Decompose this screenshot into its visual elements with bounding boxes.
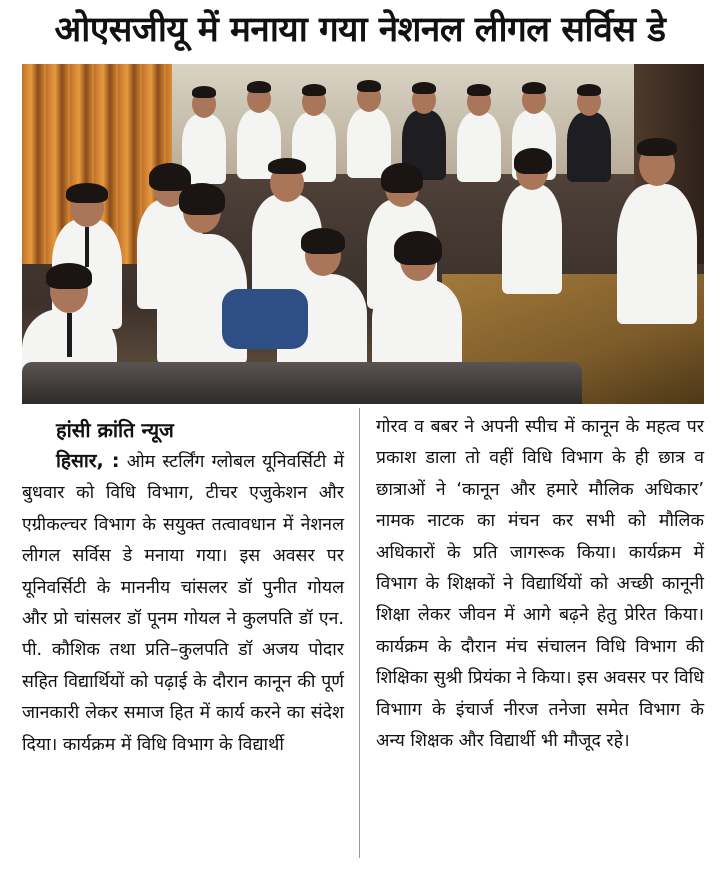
photo-bench [22,362,582,404]
article-body-left [22,446,344,761]
event-photo [22,64,704,404]
column-divider [359,408,360,858]
article-text-left: ओम स्टर्लिंग ग्लोबल यूनिवर्सिटी में बुधवार को विधि विभाग, टीचर एजुकेशन और एग्रीकल्चर विभाग के सयुक्त तत्वावधान में नेशनल लीगल सर्विस डे मनाया गया। इस अवसर पर यूनिवर्सिटी के माननीय चांसलर डॉ पुनीत गोयल और प्रो चांसलर डॉ पूनम गोयल ने कुलपति डॉ एन. पी. कौशिक तथा प्रति–कुलपति डॉ अजय पोदार सहित विद्यार्थियों को पढ़ाई के दौरान कानून की पूर्ण जानकारी लेकर समाज हित में कार्य करने का संदेश दिया। कार्यक्रम में विधि विभाग के विद्यार्थी [22,452,344,755]
dateline: हिसार, : [56,450,120,472]
headline: ओएसजीयू में मनाया गया नेशनल लीगल सर्विस डे [54,10,666,50]
article-column-left [22,408,344,761]
byline: हांसी क्रांति न्यूज [56,418,174,442]
backpack [222,289,308,349]
article-column-right [376,408,704,757]
article-body-right: गोरव व बबर ने अपनी स्पीच में कानून के महत्व पर प्रकाश डाला तो वहीं विधि विभाग के ही छात्र व छात्राओं ने ‘कानून और हमारे मौलिक अधिकार’ नामक नाटक का मंचन कर सभी को मौलिक अधिकारों के प्रति जागरूक किया। कार्यक्रम में विभाग के शिक्षकों ने विद्यार्थियों को अच्छी कानूनी शिक्षा लेकर जीवन में आगे बढ़ने हेतु प्रेरित किया। कार्यक्रम के दौरान मंच संचालन विधि विभाग की शिक्षिका सुश्री प्रियंका ने किया। इस अवसर पर विधि विभााग के इंचार्ज नीरज तनेजा समेत विभाग के अन्य शिक्षक और विद्यार्थी भी मौजूद रहे। [376,417,704,752]
